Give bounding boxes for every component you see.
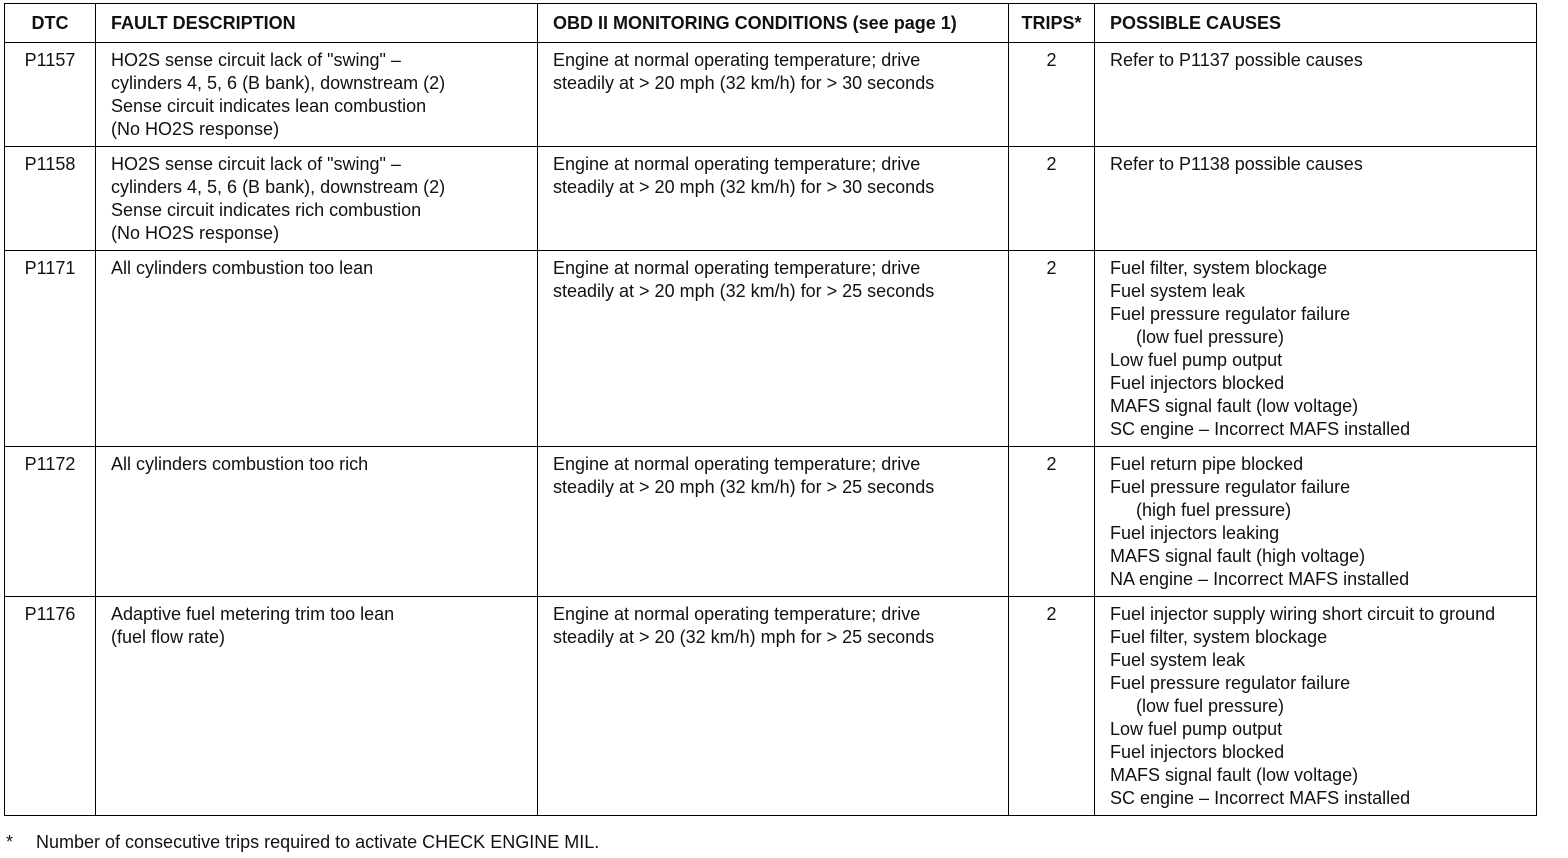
dtc-code-cell — [5, 447, 96, 597]
table-row — [5, 147, 1537, 251]
table-header-row — [5, 4, 1537, 43]
monitoring-condition-line: steadily at > 20 mph (32 km/h) for > 25 seconds — [553, 477, 935, 497]
possible-causes-cell — [1095, 147, 1537, 251]
trips-count: 2 — [1046, 50, 1057, 70]
fault-description-line: All cylinders combustion too lean — [111, 258, 374, 278]
fault-description-line: HO2S sense circuit lack of "swing" – — [111, 154, 401, 174]
table-row — [5, 251, 1537, 447]
trips-cell — [1009, 597, 1095, 816]
trips-cell — [1009, 447, 1095, 597]
possible-cause-line: (low fuel pressure) — [1136, 327, 1285, 347]
table-row — [5, 447, 1537, 597]
dtc-code: P1158 — [24, 154, 76, 174]
monitoring-conditions-cell — [538, 597, 1009, 816]
header-fault-description: FAULT DESCRIPTION — [96, 4, 538, 43]
monitoring-condition-line: Engine at normal operating temperature; drive — [553, 258, 921, 278]
possible-cause-line: Refer to P1137 possible causes — [1110, 50, 1363, 70]
footnote — [6, 831, 599, 854]
trips-cell — [1009, 43, 1095, 147]
dtc-code-cell — [5, 147, 96, 251]
header-dtc: DTC — [5, 4, 96, 43]
possible-cause-line: MAFS signal fault (high voltage) — [1110, 546, 1366, 566]
monitoring-condition-line: Engine at normal operating temperature; drive — [553, 604, 921, 624]
possible-cause-line: Fuel injectors leaking — [1110, 523, 1280, 543]
trips-count: 2 — [1046, 154, 1057, 174]
monitoring-condition-line: Engine at normal operating temperature; drive — [553, 154, 921, 174]
possible-cause-line: MAFS signal fault (low voltage) — [1110, 396, 1359, 416]
possible-causes-cell — [1095, 597, 1537, 816]
possible-cause-line: SC engine – Incorrect MAFS installed — [1110, 419, 1411, 439]
monitoring-condition-line: steadily at > 20 (32 km/h) mph for > 25 seconds — [553, 627, 935, 647]
table-row — [5, 43, 1537, 147]
fault-description-line: Adaptive fuel metering trim too lean — [111, 604, 395, 624]
monitoring-condition-line: Engine at normal operating temperature; drive — [553, 50, 921, 70]
possible-cause-line: Fuel injector supply wiring short circuit to ground — [1110, 604, 1496, 624]
fault-description-cell — [96, 597, 538, 816]
table-body — [5, 43, 1537, 816]
fault-description-cell — [96, 447, 538, 597]
possible-cause-line: Fuel pressure regulator failure — [1110, 477, 1351, 497]
fault-description-line: Sense circuit indicates lean combustion — [111, 96, 427, 116]
monitoring-conditions-cell — [538, 43, 1009, 147]
possible-cause-line: Fuel return pipe blocked — [1110, 454, 1304, 474]
possible-causes-cell — [1095, 251, 1537, 447]
possible-cause-line: MAFS signal fault (low voltage) — [1110, 765, 1359, 785]
possible-cause-line: (low fuel pressure) — [1136, 696, 1285, 716]
trips-count: 2 — [1046, 604, 1057, 624]
possible-cause-line: Fuel filter, system blockage — [1110, 627, 1328, 647]
header-possible-causes: POSSIBLE CAUSES — [1095, 4, 1537, 43]
possible-cause-line: Fuel pressure regulator failure — [1110, 673, 1351, 693]
fault-description-line: cylinders 4, 5, 6 (B bank), downstream (2) — [111, 73, 446, 93]
fault-description-cell — [96, 251, 538, 447]
possible-cause-line: SC engine – Incorrect MAFS installed — [1110, 788, 1411, 808]
possible-cause-line: (high fuel pressure) — [1136, 500, 1292, 520]
monitoring-condition-line: Engine at normal operating temperature; drive — [553, 454, 921, 474]
fault-description-line: HO2S sense circuit lack of "swing" – — [111, 50, 401, 70]
possible-cause-line: Fuel injectors blocked — [1110, 742, 1285, 762]
possible-cause-line: Low fuel pump output — [1110, 350, 1283, 370]
header-monitoring-conditions: OBD II MONITORING CONDITIONS (see page 1) — [538, 4, 1009, 43]
possible-cause-line: Refer to P1138 possible causes — [1110, 154, 1363, 174]
dtc-code: P1176 — [24, 604, 76, 624]
fault-description-line: Sense circuit indicates rich combustion — [111, 200, 422, 220]
possible-cause-line: Fuel injectors blocked — [1110, 373, 1285, 393]
dtc-code-cell — [5, 43, 96, 147]
trips-cell — [1009, 251, 1095, 447]
possible-causes-cell — [1095, 43, 1537, 147]
dtc-code: P1157 — [24, 50, 76, 70]
fault-description-cell — [96, 43, 538, 147]
possible-cause-line: NA engine – Incorrect MAFS installed — [1110, 569, 1410, 589]
monitoring-condition-line: steadily at > 20 mph (32 km/h) for > 25 seconds — [553, 281, 935, 301]
fault-description-line: (fuel flow rate) — [111, 627, 226, 647]
table-row — [5, 597, 1537, 816]
possible-cause-line: Fuel pressure regulator failure — [1110, 304, 1351, 324]
possible-cause-line: Fuel system leak — [1110, 650, 1246, 670]
monitoring-conditions-cell — [538, 447, 1009, 597]
monitoring-condition-line: steadily at > 20 mph (32 km/h) for > 30 seconds — [553, 177, 935, 197]
fault-description-line: (No HO2S response) — [111, 119, 280, 139]
trips-count: 2 — [1046, 258, 1057, 278]
dtc-table — [4, 3, 1537, 816]
footnote-mark: * — [6, 832, 14, 852]
fault-description-line: All cylinders combustion too rich — [111, 454, 369, 474]
monitoring-conditions-cell — [538, 147, 1009, 251]
possible-cause-line: Low fuel pump output — [1110, 719, 1283, 739]
dtc-code-cell — [5, 597, 96, 816]
possible-causes-cell — [1095, 447, 1537, 597]
monitoring-conditions-cell — [538, 251, 1009, 447]
dtc-code: P1172 — [24, 454, 76, 474]
possible-cause-line: Fuel system leak — [1110, 281, 1246, 301]
fault-description-cell — [96, 147, 538, 251]
fault-description-line: cylinders 4, 5, 6 (B bank), downstream (2) — [111, 177, 446, 197]
possible-cause-line: Fuel filter, system blockage — [1110, 258, 1328, 278]
dtc-code: P1171 — [24, 258, 76, 278]
footnote-text: Number of consecutive trips required to activate CHECK ENGINE MIL. — [36, 832, 600, 852]
header-trips: TRIPS* — [1009, 4, 1095, 43]
dtc-code-cell — [5, 251, 96, 447]
monitoring-condition-line: steadily at > 20 mph (32 km/h) for > 30 seconds — [553, 73, 935, 93]
fault-description-line: (No HO2S response) — [111, 223, 280, 243]
trips-count: 2 — [1046, 454, 1057, 474]
trips-cell — [1009, 147, 1095, 251]
